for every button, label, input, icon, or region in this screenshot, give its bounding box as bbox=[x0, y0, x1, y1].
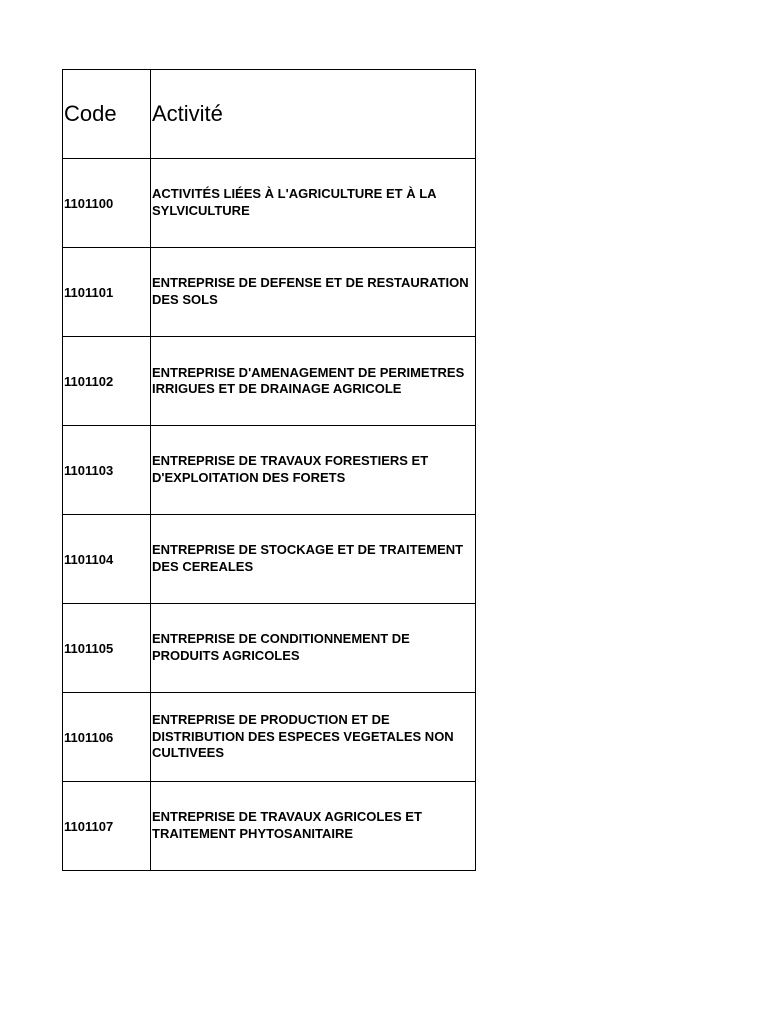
table-row bbox=[63, 693, 476, 782]
table-row bbox=[63, 782, 476, 871]
table-header-row bbox=[63, 70, 476, 159]
code-cell: 1101100 bbox=[63, 159, 151, 248]
activity-cell bbox=[151, 426, 476, 515]
activity-code-table bbox=[62, 69, 476, 871]
table-row bbox=[63, 604, 476, 693]
activity-cell bbox=[151, 782, 476, 871]
table-row bbox=[63, 248, 476, 337]
activity-text: ENTREPRISE DE DEFENSE ET DE RESTAURATION DES SOLS bbox=[152, 275, 469, 307]
code-cell: 1101105 bbox=[63, 604, 151, 693]
activity-cell bbox=[151, 248, 476, 337]
activity-text: ACTIVITÉS LIÉES À L'AGRICULTURE ET À LA SYLVICULTURE bbox=[152, 186, 437, 218]
code-cell: 1101103 bbox=[63, 426, 151, 515]
activity-cell bbox=[151, 337, 476, 426]
code-cell: 1101106 bbox=[63, 693, 151, 782]
code-cell: 1101107 bbox=[63, 782, 151, 871]
activity-column-header: Activité bbox=[151, 70, 476, 159]
code-cell: 1101102 bbox=[63, 337, 151, 426]
code-cell: 1101101 bbox=[63, 248, 151, 337]
activity-cell bbox=[151, 515, 476, 604]
code-cell: 1101104 bbox=[63, 515, 151, 604]
activity-text: ENTREPRISE DE STOCKAGE ET DE TRAITEMENT DES CEREALES bbox=[152, 542, 464, 574]
activity-text: ENTREPRISE DE TRAVAUX FORESTIERS ET D'EXPLOITATION DES FORETS bbox=[152, 453, 429, 485]
activity-text: ENTREPRISE D'AMENAGEMENT DE PERIMETRES IRRIGUES ET DE DRAINAGE AGRICOLE bbox=[152, 364, 465, 396]
code-column-header: Code bbox=[63, 70, 151, 159]
table-row bbox=[63, 515, 476, 604]
activity-cell bbox=[151, 604, 476, 693]
activity-cell bbox=[151, 159, 476, 248]
table-row bbox=[63, 159, 476, 248]
table-row bbox=[63, 426, 476, 515]
activity-text: ENTREPRISE DE PRODUCTION ET DE DISTRIBUTION DES ESPECES VEGETALES NON CULTIVEES bbox=[152, 712, 454, 761]
activity-text: ENTREPRISE DE CONDITIONNEMENT DE PRODUITS AGRICOLES bbox=[152, 631, 410, 663]
activity-text: ENTREPRISE DE TRAVAUX AGRICOLES ET TRAITEMENT PHYTOSANITAIRE bbox=[152, 809, 422, 841]
table-row bbox=[63, 337, 476, 426]
activity-cell bbox=[151, 693, 476, 782]
